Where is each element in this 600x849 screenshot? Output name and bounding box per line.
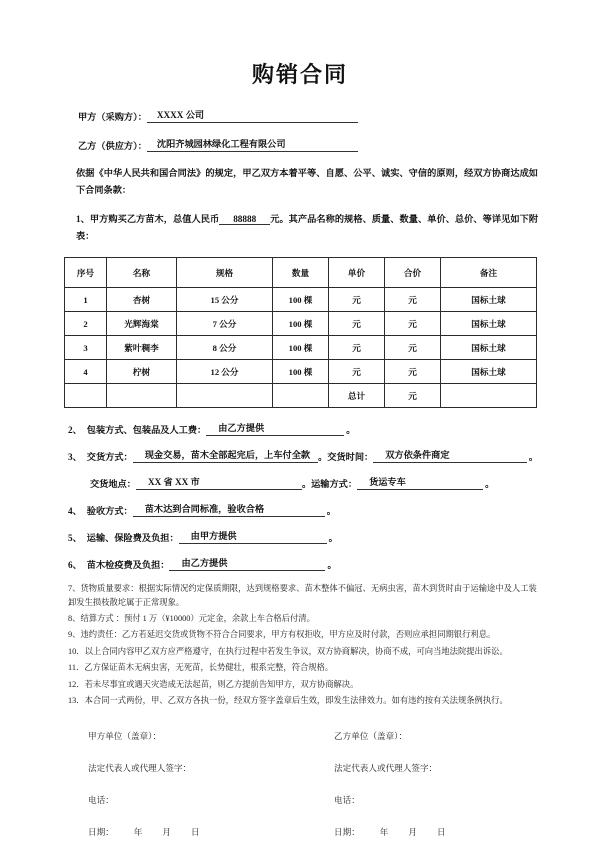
row-price[interactable]: 元 [329,336,385,360]
row-qty: 100 棵 [273,288,329,312]
clause-1-paragraph [76,211,538,245]
row-total[interactable]: 元 [385,288,441,312]
clause-3-delivery-time-value[interactable]: 双方依条件商定 [373,447,527,463]
clause-3-tail: 。 [528,452,538,463]
signature-buyer-date-year: 年 [133,826,143,837]
row-note: 国标土球 [441,288,537,312]
clause-11-row: 11．乙方保证苗木无病虫害，无死苗，长势健壮，根系完整，符合规格。 [68,663,334,673]
clause-8-tail: 。 [306,613,315,623]
clause-8-row [68,612,538,625]
clause-6-number: 6、 [68,560,82,571]
row-note: 国标土球 [441,312,537,336]
party-supplier-value[interactable]: 沈阳齐城园林绿化工程有限公司 [147,136,358,152]
clause-4-row [68,501,538,517]
clause-3-number: 3、 [68,452,82,463]
table-row [65,336,537,360]
signature-supplier-date [334,826,534,838]
summary-blank-name [107,384,177,408]
clause-3-row [68,447,538,463]
table-header-note: 备注 [441,258,537,288]
table-header-name: 名称 [107,258,177,288]
row-note: 国标土球 [441,336,537,360]
clause-7-value[interactable]: 根据实际情况约定保质期限，达到规格要求、苗木整体不偏冠、无病虫害，苗木到货时由于运输途中及人工装卸发生损枝散坨属于正常现象 [68,584,537,607]
row-spec: 15 公分 [177,288,273,312]
signature-buyer-date-month: 月 [162,826,172,837]
row-name: 光辉海棠 [107,312,177,336]
clause-6-label: 苗木检疫费及负担： [86,560,170,571]
clause-8-value[interactable]: 预付 1 万（¥10000）元定金，余款上车合格后付清 [124,613,307,623]
goods-table [64,257,537,408]
table-summary-row [65,384,537,408]
clause-5-number: 5、 [68,533,82,544]
row-no: 2 [65,312,107,336]
clause-9-row: 9、违约责任：乙方若延迟交货或货物不符合合同要求，甲方有权拒收，甲方应及时付款，否则应承担同期银行利息。 [68,630,496,640]
signature-supplier-date-label: 日期： [334,826,360,837]
row-qty: 100 棵 [273,312,329,336]
clause-5-row [68,528,538,544]
clause-6-tail: 。 [327,560,337,571]
party-buyer-label: 甲方（采购方）： [78,112,147,122]
row-total[interactable]: 元 [385,336,441,360]
table-header-total: 合价 [385,258,441,288]
clause-3-place-row [90,474,538,490]
clause-7-tail: 。 [175,597,185,607]
clause-3-transport-label: 。运输方式： [301,479,358,490]
party-buyer-row [78,107,538,123]
row-total[interactable]: 元 [385,360,441,384]
clause-4-tail: 。 [326,506,336,517]
clause-3-transport-tail: 。 [485,479,495,490]
clause-5-label: 运输、保险费及负担： [86,533,179,544]
clause-6-row [68,555,538,571]
clause-2-tail: 。 [346,425,356,436]
table-row [65,312,537,336]
row-qty: 100 棵 [273,336,329,360]
signature-supplier-company-label: 乙方单位（盖章）： [334,730,408,741]
clause-8-label: 8、结算方式 ： [68,613,125,623]
signature-buyer-date-label: 日期： [88,826,114,837]
row-price[interactable]: 元 [329,288,385,312]
table-header-no: 序号 [65,258,107,288]
row-no: 4 [65,360,107,384]
party-supplier-label: 乙方（供应方）： [78,141,147,151]
row-name: 柠树 [107,360,177,384]
clause-12-row: 12．若未尽事宜或遇天灾造成无法起苗，则乙方提前告知甲方，双方协商解决。 [68,679,359,689]
row-spec: 8 公分 [177,336,273,360]
row-spec: 12 公分 [177,360,273,384]
clause-7-row [68,582,538,609]
clause-4-number: 4、 [68,506,82,517]
signature-supplier-phone-label: 电话： [334,794,360,805]
signature-buyer-phone-label: 电话： [88,794,114,805]
table-row [65,288,537,312]
table-header-price: 单价 [329,258,385,288]
signature-supplier-date-day: 日 [437,826,446,837]
summary-blank-note [441,384,537,408]
clause-6-value[interactable]: 由乙方提供 [169,555,325,571]
summary-blank-no [65,384,107,408]
clause-3-delivery-method-value[interactable]: 现金交易，苗木全部起完后，上车付全款 [133,447,318,463]
row-price[interactable]: 元 [329,312,385,336]
summary-label: 总计 [329,384,385,408]
signature-supplier-date-month: 月 [408,826,418,837]
clause-10-row: 10．以上合同内容甲乙双方应严格遵守，在执行过程中若发生争议，双方协商解决，协商不成，可向当地法院提出诉讼。 [68,646,508,656]
clause-13-row: 13．本合同一式两份，甲、乙双方各执一份，经双方签字盖章后生效，即发生法律效力。如有违约按有关法规条例执行。 [68,696,508,706]
summary-blank-spec [177,384,273,408]
summary-blank-qty [273,384,329,408]
intro-paragraph: 依据《中华人民共和国合同法》的规定，甲乙双方本着平等、自愿、公平、诚实、守信的原则，经双方协商达成如下合同条款： [76,168,538,196]
clause-2-row [68,420,538,436]
signature-buyer-company-label: 甲方单位（盖章）： [88,730,162,741]
contract-total-amount[interactable]: 88888 [219,214,270,225]
clause-2-label: 包装方式、包装品及人工费： [86,425,207,436]
signature-block [88,730,534,838]
clause-4-value[interactable]: 苗木达到合同标准，验收合格 [133,501,325,517]
clause-5-tail: 。 [328,533,338,544]
clause-3-place-label: 交货地点： [90,479,136,490]
party-supplier-row [78,136,538,152]
signature-phone-row [88,794,534,806]
row-note: 国标土球 [441,360,537,384]
table-header-spec: 规格 [177,258,273,288]
clause-5-value[interactable]: 由甲方提供 [179,528,327,544]
clause-3-time-label: 。交货时间： [318,452,374,463]
clause-3-transport-value[interactable]: 货运专车 [357,474,483,490]
row-no: 3 [65,336,107,360]
signature-supplier-rep-label: 法定代表人或代理人签字： [334,762,438,773]
summary-value[interactable]: 元 [385,384,441,408]
signature-representative-row [88,762,534,774]
signature-supplier-date-year: 年 [379,826,389,837]
clause-1-prefix: 1、甲方购买乙方苗木，总值人民币 [76,214,220,225]
signature-buyer-date [88,826,298,838]
clause-2-value[interactable]: 由乙方提供 [206,420,344,436]
row-name: 杏树 [107,288,177,312]
clause-3-place-value[interactable]: XX 省 XX 市 [136,474,302,490]
clause-4-label: 验收方式： [86,506,133,517]
row-price[interactable]: 元 [329,360,385,384]
table-header-row [65,258,537,288]
signature-buyer-rep-label: 法定代表人或代理人签字： [88,762,192,773]
page-title: 购销合同 [251,62,348,88]
row-qty: 100 棵 [273,360,329,384]
signature-date-row [88,826,534,838]
row-name: 紫叶稠李 [107,336,177,360]
clause-2-number: 2、 [68,425,82,436]
table-row [65,360,537,384]
clause-3-label: 交货方式： [86,452,133,463]
table-header-qty: 数量 [273,258,329,288]
row-total[interactable]: 元 [385,312,441,336]
row-no: 1 [65,288,107,312]
clause-1-suffix: 元。其产品名称的规格、质量、数量、单价、总价、等详见如下附表： [76,214,539,242]
signature-buyer-date-day: 日 [191,826,200,837]
party-buyer-value[interactable]: XXXX 公司 [147,107,358,123]
clause-7-label: 7、货物质量要求： [68,584,139,594]
signature-company-row [88,730,534,742]
row-spec: 7 公分 [177,312,273,336]
